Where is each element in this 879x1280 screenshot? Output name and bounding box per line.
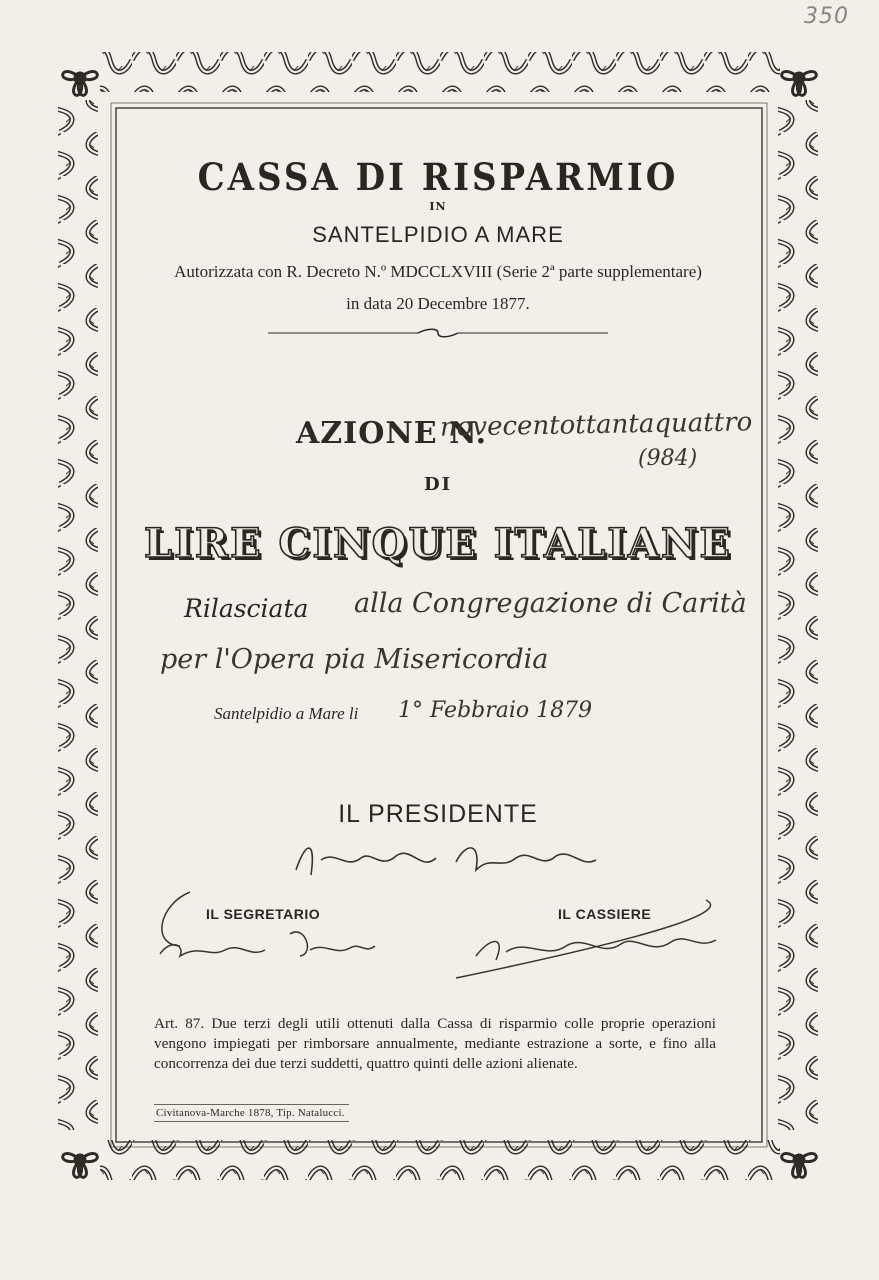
of-word: DI bbox=[423, 474, 453, 495]
preposition: IN bbox=[429, 200, 447, 213]
decree-line: Autorizzata con R. Decreto N.º MDCCLXVIII (Serie 2ª parte supplementare) bbox=[174, 262, 702, 281]
decree-date: in data 20 Decembre 1877. bbox=[346, 294, 530, 313]
article-text: Art. 87. Due terzi degli utili ottenuti dalla Cassa di risparmio colle proprie operazioni vengono impiegati per rimborsare annualmente, mediante estrazione a sorte, e fino alla concorrenza dei due terzi suddetti, quattro quinti delle azioni alienate. bbox=[154, 1015, 716, 1072]
bank-title: CASSA DI RISPARMIO bbox=[197, 156, 679, 200]
cashier-title: IL CASSIERE bbox=[558, 906, 652, 922]
azione-number-handwritten: novecentottantaquattro bbox=[439, 407, 753, 443]
president-title: IL PRESIDENTE bbox=[338, 800, 538, 828]
secretary-title: IL SEGRETARIO bbox=[206, 906, 321, 922]
issued-label: Rilasciata bbox=[184, 594, 309, 623]
president-signature bbox=[286, 830, 606, 890]
certificate-body bbox=[118, 110, 758, 1140]
recipient-line-1: alla Congregazione di Carità bbox=[354, 588, 747, 619]
divider-rule bbox=[268, 328, 608, 338]
issue-date-handwritten: 1° Febbraio 1879 bbox=[398, 698, 593, 723]
page-number: 350 bbox=[804, 4, 849, 29]
place-label: Santelpidio a Mare li bbox=[214, 704, 359, 723]
printer-imprint: Civitanova-Marche 1878, Tip. Natalucci. bbox=[154, 1104, 349, 1122]
azione-label: AZIONE N. bbox=[296, 416, 488, 451]
recipient-line-2: per l'Opera pia Misericordia bbox=[160, 644, 549, 675]
secretary-signature bbox=[140, 884, 380, 974]
cashier-signature bbox=[436, 890, 726, 980]
denomination-title: LIRE CINQUE ITALIANE bbox=[144, 520, 732, 567]
town-name: SANTELPIDIO A MARE bbox=[312, 222, 564, 247]
azione-number-digits: (984) bbox=[638, 446, 698, 471]
